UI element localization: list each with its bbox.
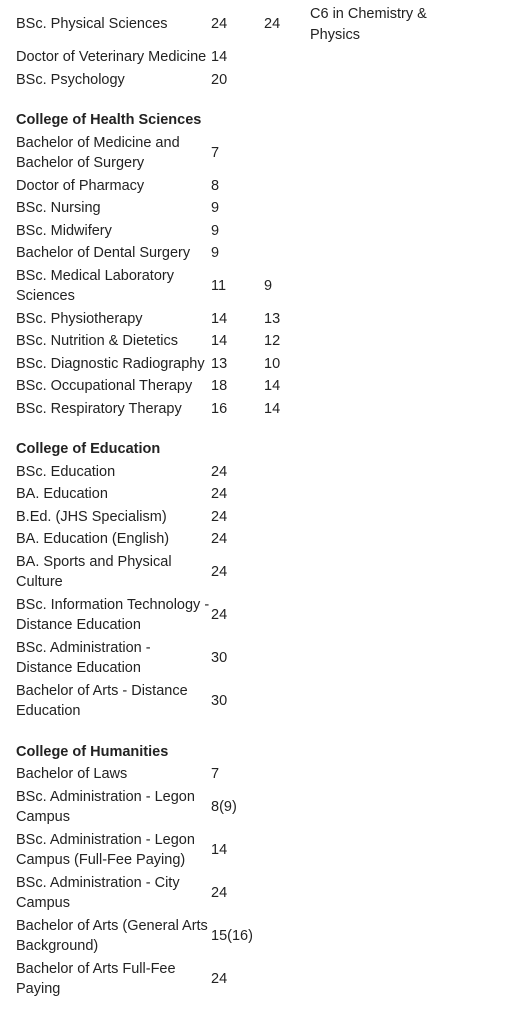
- course-name: Bachelor of Laws: [16, 766, 128, 782]
- course-name: Doctor of Pharmacy: [16, 177, 145, 194]
- cutoff-value-secondary: 24: [264, 16, 281, 33]
- cutoff-value: 14: [211, 841, 228, 858]
- cutoff-value: 30: [211, 649, 228, 666]
- cutoff-value: 24: [211, 970, 228, 987]
- course-name: Bachelor of Medicine and Bachelor of Surgery: [16, 134, 180, 171]
- course-name: BSc. Administration - City Campus: [16, 874, 180, 911]
- cutoff-value-secondary: 12: [264, 333, 281, 349]
- table-row: [16, 47, 528, 68]
- table-row: [16, 638, 528, 679]
- cutoff-value: 7: [211, 766, 220, 782]
- cutoff-value-secondary: 13: [264, 310, 281, 327]
- cutoff-value: 24: [211, 884, 228, 901]
- table-row: [16, 331, 528, 352]
- table-row: [16, 133, 528, 174]
- table-row: [16, 830, 528, 871]
- course-name: BSc. Nutrition & Dietetics: [16, 333, 178, 349]
- course-name: BSc. Psychology: [16, 71, 125, 88]
- course-name: BSc. Education: [16, 463, 116, 480]
- cutoff-value-secondary: 9: [264, 277, 273, 294]
- table-row: [16, 462, 528, 483]
- section-heading: College of Education: [16, 441, 161, 457]
- cutoff-value: 18: [211, 378, 228, 394]
- course-name: BSc. Administration - Legon Campus (Full-Fee Paying): [16, 831, 195, 868]
- table-row: [16, 221, 528, 242]
- table-row: [16, 4, 528, 45]
- table-row: [16, 787, 528, 828]
- cutoff-value: 9: [211, 200, 220, 216]
- cutoff-value: 24: [211, 531, 228, 547]
- course-name: Bachelor of Arts Full-Fee Paying: [16, 960, 176, 997]
- course-name: BA. Education: [16, 486, 108, 502]
- course-name: BA. Education (English): [16, 531, 170, 547]
- table-row: [16, 354, 528, 375]
- course-name: BSc. Occupational Therapy: [16, 378, 193, 394]
- cutoff-value: 15(16): [211, 927, 253, 944]
- requirement-note: C6 in Chemistry & Physics: [310, 6, 427, 43]
- table-row: [16, 764, 528, 785]
- table-row: [16, 873, 528, 914]
- table-row: [16, 376, 528, 397]
- table-row: [16, 681, 528, 722]
- cutoff-value: 14: [211, 49, 228, 65]
- cutoff-value: 16: [211, 400, 228, 417]
- table-row: [16, 399, 528, 420]
- course-name: BSc. Physical Sciences: [16, 16, 168, 33]
- cutoff-value: 24: [211, 563, 228, 580]
- course-name: B.Ed. (JHS Specialism): [16, 508, 167, 525]
- course-name: Bachelor of Arts - Distance Education: [16, 682, 188, 719]
- section-heading: College of Health Sciences: [16, 112, 202, 128]
- course-name: Doctor of Veterinary Medicine: [16, 49, 207, 65]
- table-row: [16, 529, 528, 550]
- cutoff-value: 14: [211, 333, 228, 349]
- course-name: BSc. Administration - Legon Campus: [16, 788, 195, 825]
- cutoff-value: 20: [211, 71, 228, 88]
- course-name: Bachelor of Dental Surgery: [16, 245, 191, 261]
- cutoff-value: 9: [211, 245, 220, 261]
- table-row: [16, 266, 528, 307]
- cutoff-value: 13: [211, 355, 228, 372]
- table-row: [16, 176, 528, 197]
- course-name: BSc. Administration - Distance Education: [16, 639, 151, 676]
- course-name: BSc. Medical Laboratory Sciences: [16, 267, 174, 304]
- cutoff-value: 8(9): [211, 798, 237, 815]
- cutoff-value-secondary: 10: [264, 355, 281, 372]
- section-heading: College of Humanities: [16, 743, 169, 760]
- table-row: [16, 243, 528, 264]
- course-name: Bachelor of Arts (General Arts Background): [16, 917, 208, 954]
- course-name: BSc. Respiratory Therapy: [16, 400, 182, 417]
- table-row: [16, 916, 528, 957]
- cutoff-value: 24: [211, 508, 228, 525]
- cutoff-value: 9: [211, 222, 220, 239]
- course-name: BSc. Diagnostic Radiography: [16, 355, 205, 372]
- table-row: [16, 552, 528, 593]
- cutoff-value: 30: [211, 692, 228, 709]
- cutoff-value: 8: [211, 177, 220, 194]
- table-row: [16, 484, 528, 505]
- course-name: BSc. Nursing: [16, 200, 101, 216]
- cutoff-value: 14: [211, 310, 228, 327]
- course-name: BSc. Information Technology - Distance Education: [16, 596, 210, 633]
- course-name: BSc. Midwifery: [16, 222, 112, 239]
- table-row: [16, 70, 528, 91]
- course-name: BA. Sports and Physical Culture: [16, 553, 172, 590]
- table-row: [16, 198, 528, 219]
- course-name: BSc. Physiotherapy: [16, 310, 143, 327]
- cutoff-value-secondary: 14: [264, 400, 281, 417]
- table-row: [16, 507, 528, 528]
- cutoff-value: 24: [211, 486, 228, 502]
- cutoff-value: 24: [211, 606, 228, 623]
- cutoff-value-secondary: 14: [264, 378, 281, 394]
- cutoff-value: 24: [211, 463, 228, 480]
- cutoff-value: 7: [211, 144, 220, 161]
- table-row: [16, 309, 528, 330]
- table-row: [16, 595, 528, 636]
- cutoff-value: 24: [211, 16, 228, 33]
- table-row: [16, 959, 528, 1000]
- cutoff-value: 11: [211, 277, 227, 294]
